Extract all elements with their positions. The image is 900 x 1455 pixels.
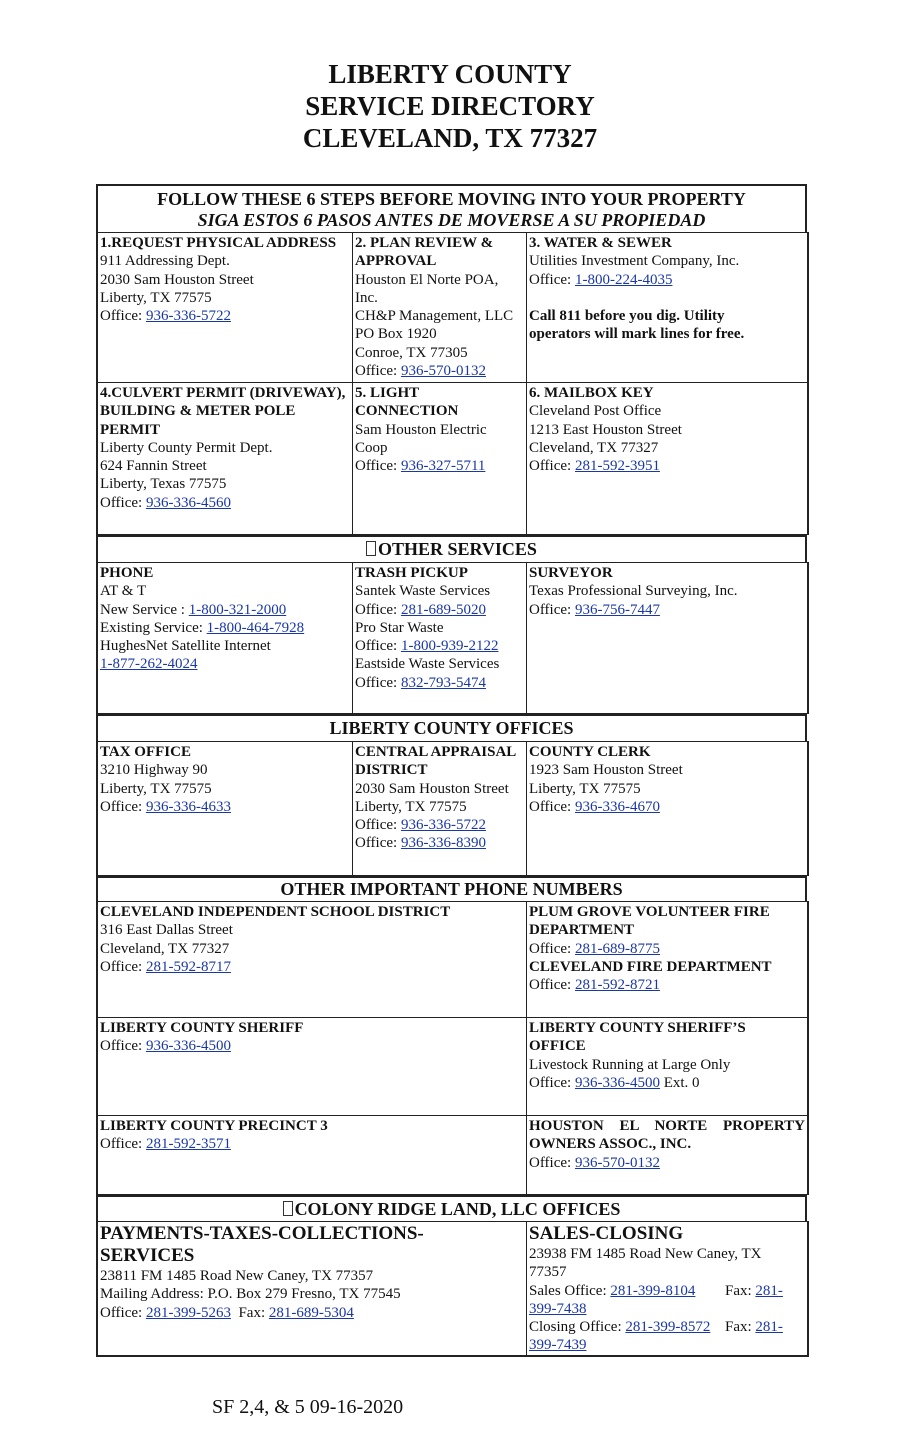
precinct-heading: LIBERTY COUNTY PRECINCT 3 (100, 1118, 328, 1134)
clerk-line: 1923 Sam Houston Street (529, 762, 683, 779)
phone-link[interactable]: 281-592-3571 (145, 1136, 231, 1153)
office-label: Office: (529, 601, 575, 618)
closing-office (529, 1318, 805, 1336)
office-label: Office: (100, 958, 146, 975)
trash-line: Santek Waste Services (355, 583, 491, 600)
office-label: Office: (100, 798, 146, 815)
office-label: Office: (529, 1154, 575, 1171)
other-services-header (96, 535, 807, 562)
sheriff-office (100, 1037, 524, 1055)
new-service-label: New Service : (100, 601, 189, 618)
payments-line: Mailing Address: P.O. Box 279 Fresno, TX 77545 (100, 1286, 401, 1303)
office-label: Office: (529, 271, 575, 288)
phone-link[interactable]: 936-336-4560 (145, 494, 231, 511)
hoa-office (529, 1154, 805, 1172)
appraisal-heading: CENTRAL APPRAISAL (355, 744, 517, 760)
step-5-cell (352, 382, 527, 535)
step-2-line: Houston El Norte POA, (355, 271, 499, 288)
phone-link[interactable]: 936-336-4633 (145, 798, 231, 815)
phone-link[interactable]: 281-689-8775 (574, 940, 660, 957)
fire-office (529, 940, 805, 958)
phone-link[interactable]: 936-756-7447 (574, 601, 660, 618)
surveyor-cell (526, 562, 809, 714)
county-clerk-cell (526, 741, 809, 876)
phone-link[interactable]: 281-592-3951 (574, 458, 660, 475)
phone-line: HughesNet Satellite Internet (100, 638, 271, 655)
tax-heading: TAX OFFICE (100, 744, 191, 760)
title-line-1: LIBERTY COUNTY (328, 59, 572, 89)
phone-link[interactable]: 936-336-4670 (574, 798, 660, 815)
fire-heading: PLUM GROVE VOLUNTEER FIRE (529, 904, 770, 920)
sales-office-label: Sales Office: (529, 1282, 611, 1299)
phone-link[interactable]: 936-570-0132 (400, 363, 486, 380)
step-2-line: Conroe, TX 77305 (355, 344, 468, 361)
phone-link[interactable]: 281-399-5263 (145, 1304, 231, 1321)
payments-office (100, 1304, 524, 1322)
step-2-heading: APPROVAL (355, 253, 437, 270)
step-2-line: PO Box 1920 (355, 326, 437, 343)
step-3-heading: 3. WATER & SEWER (529, 235, 672, 251)
clerk-heading: COUNTY CLERK (529, 744, 651, 760)
fire-heading: DEPARTMENT (529, 922, 635, 939)
surveyor-line: Texas Professional Surveying, Inc. (529, 583, 738, 600)
fire-office (529, 976, 805, 994)
step-2-office (355, 362, 524, 380)
office-label: Office: (355, 817, 401, 834)
hoa-cell (526, 1115, 809, 1195)
closing-office-label: Closing Office: (529, 1319, 626, 1336)
clerk-office (529, 798, 805, 816)
phone-link[interactable]: 832-793-5474 (400, 674, 486, 691)
step-2-line: CH&P Management, LLC (355, 308, 514, 325)
step-1-heading: 1.REQUEST PHYSICAL ADDRESS (100, 235, 337, 251)
step-6-cell (526, 382, 809, 535)
office-label: Office: (355, 458, 401, 475)
office-label: Office: (529, 458, 575, 475)
precinct-office (100, 1135, 524, 1153)
payments-heading: PAYMENTS-TAXES-COLLECTIONS- (100, 1223, 424, 1244)
trash-line: Eastside Waste Services (355, 656, 500, 673)
title-line-3: CLEVELAND, TX 77327 (302, 123, 598, 153)
office-label: Office: (100, 1038, 146, 1055)
footer-revision: SF 2,4, & 5 09-16-2020 (212, 1396, 404, 1418)
sheriff-office-office (529, 1074, 805, 1092)
office-label: Office: (100, 494, 146, 511)
step-6-line: Cleveland, TX 77327 (529, 439, 659, 456)
step-5-heading: 5. LIGHT (355, 385, 420, 401)
tax-line: Liberty, TX 77575 (100, 780, 212, 797)
trash-office (355, 637, 524, 655)
office-label: Office: (529, 940, 575, 957)
step-4-heading: BUILDING & METER POLE (100, 403, 296, 420)
tax-office-cell (96, 741, 353, 876)
phone-link[interactable]: 936-336-4500 (145, 1038, 231, 1055)
existing-service-label: Existing Service: (100, 619, 207, 636)
appraisal-office (355, 834, 524, 852)
county-offices-header (96, 714, 807, 741)
colony-header (96, 1195, 807, 1221)
step-1-office (100, 307, 350, 325)
cisd-office (100, 958, 524, 976)
missing-glyph-icon (283, 1201, 293, 1216)
county-offices-title: LIBERTY COUNTY OFFICES (329, 718, 574, 738)
trash-cell (352, 562, 527, 714)
phone-link[interactable]: 936-327-5711 (400, 458, 486, 475)
step-1-line: Liberty, TX 77575 (100, 289, 212, 306)
steps-header (96, 184, 807, 232)
cisd-heading: CLEVELAND INDEPENDENT SCHOOL DISTRICT (100, 904, 451, 920)
office-label: Office: (529, 977, 575, 994)
phone-link[interactable]: 281-399-8104 (610, 1282, 696, 1299)
important-title: OTHER IMPORTANT PHONE NUMBERS (280, 879, 623, 899)
payments-cell (96, 1221, 527, 1357)
step-4-heading: 4.CULVERT PERMIT (DRIVEWAY), (100, 385, 346, 401)
existing-service-line (100, 619, 350, 637)
fire-cell (526, 901, 809, 1018)
tax-office (100, 798, 350, 816)
fax-link[interactable]: 281- (755, 1282, 783, 1299)
phone-line: AT & T (100, 583, 147, 600)
office-label: Office: (100, 1136, 146, 1153)
fax-link[interactable]: 399-7438 (529, 1300, 587, 1317)
step-4-office (100, 494, 350, 512)
step-1-line: 2030 Sam Houston Street (100, 271, 254, 288)
tax-line: 3210 Highway 90 (100, 762, 208, 779)
title-line-2: SERVICE DIRECTORY (305, 91, 595, 121)
fax-link[interactable]: 281- (755, 1319, 783, 1336)
phone-heading: PHONE (100, 565, 154, 581)
hoa-heading: HOUSTON EL NORTE PROPERTY (529, 1118, 805, 1134)
step-6-heading: 6. MAILBOX KEY (529, 385, 654, 401)
step-2-cell (352, 232, 527, 383)
phone-link[interactable]: 936-336-5722 (400, 817, 486, 834)
sheriff-cell (96, 1017, 527, 1116)
cisd-line: 316 East Dallas Street (100, 922, 233, 939)
office-label: Office: (529, 1074, 575, 1091)
sheriff-office-heading: LIBERTY COUNTY SHERIFF’S (529, 1020, 746, 1036)
office-label: Office: (100, 308, 146, 325)
extension-text: Ext. 0 (659, 1074, 700, 1091)
sales-line: 77357 (529, 1264, 567, 1281)
office-label: Office: (355, 638, 401, 655)
step-5-office (355, 457, 524, 475)
sheriff-office-cell (526, 1017, 809, 1116)
sheriff-office-heading: OFFICE (529, 1038, 586, 1055)
important-header (96, 876, 807, 901)
step-2-line: Inc. (355, 289, 378, 306)
fax-label: Fax: (725, 1282, 756, 1299)
phone-link[interactable]: 1-800-321-2000 (188, 601, 287, 618)
office-label: Office: (355, 601, 401, 618)
directory-table (96, 184, 809, 1357)
step-4-line: Liberty, Texas 77575 (100, 476, 227, 493)
phone-link[interactable]: 936-336-8390 (400, 835, 486, 852)
fax-link[interactable]: 399-7439 (529, 1337, 587, 1354)
trash-line: Pro Star Waste (355, 619, 444, 636)
precinct-cell (96, 1115, 527, 1195)
phone-link[interactable]: 1-877-262-4024 (100, 656, 198, 673)
steps-title-es: SIGA ESTOS 6 PASOS ANTES DE MOVERSE A SU PROPIEDAD (197, 210, 706, 230)
colony-title: COLONY RIDGE LAND, LLC OFFICES (294, 1199, 621, 1219)
sheriff-office-line: Livestock Running at Large Only (529, 1056, 731, 1073)
other-services-title: OTHER SERVICES (378, 539, 537, 559)
step-3-office (529, 271, 805, 289)
appraisal-line: 2030 Sam Houston Street (355, 780, 509, 797)
step-3-line: Utilities Investment Company, Inc. (529, 253, 740, 270)
phone-cell (96, 562, 353, 714)
phone-link[interactable]: 281-592-8721 (574, 977, 660, 994)
office-label: Office: (100, 1304, 146, 1321)
step-4-cell (96, 382, 353, 535)
clerk-line: Liberty, TX 77575 (529, 780, 641, 797)
step-5-line: Sam Houston Electric (355, 421, 487, 438)
page-title (0, 58, 900, 154)
step-4-line: 624 Fannin Street (100, 458, 207, 475)
office-label: Office: (355, 835, 401, 852)
phone-link[interactable]: 936-336-5722 (145, 308, 231, 325)
step-4-line: Liberty County Permit Dept. (100, 439, 273, 456)
step-4-heading: PERMIT (100, 421, 160, 438)
step-1-line: 911 Addressing Dept. (100, 253, 230, 270)
trash-heading: TRASH PICKUP (355, 565, 468, 581)
sales-line: 23938 FM 1485 Road New Caney, TX (529, 1246, 762, 1262)
office-label: Office: (355, 363, 401, 380)
step-5-heading: CONNECTION (355, 403, 459, 420)
sheriff-heading: LIBERTY COUNTY SHERIFF (100, 1020, 304, 1036)
appraisal-line: Liberty, TX 77575 (355, 798, 467, 815)
phone-link[interactable]: 1-800-939-2122 (400, 638, 499, 655)
appraisal-heading: DISTRICT (355, 762, 428, 779)
payments-heading: SERVICES (100, 1245, 195, 1266)
phone-link[interactable]: 936-336-4500 (574, 1074, 660, 1091)
step-6-office (529, 457, 805, 475)
phone-link[interactable]: 281-399-8572 (625, 1319, 711, 1336)
step-3-note: operators will mark lines for free. (529, 326, 745, 343)
trash-office (355, 674, 524, 692)
fax-link[interactable]: 281-689-5304 (268, 1304, 354, 1321)
new-service-line (100, 601, 350, 619)
payments-line: 23811 FM 1485 Road New Caney, TX 77357 (100, 1268, 374, 1284)
cisd-cell (96, 901, 527, 1018)
steps-title-en: FOLLOW THESE 6 STEPS BEFORE MOVING INTO YOUR PROPERTY (157, 189, 746, 209)
phone-link[interactable]: 936-570-0132 (574, 1154, 660, 1171)
office-label: Office: (355, 674, 401, 691)
step-2-heading: 2. PLAN REVIEW & (355, 235, 494, 251)
phone-link[interactable]: 1-800-224-4035 (574, 271, 673, 288)
surveyor-office (529, 601, 805, 619)
fax-label: Fax: (230, 1304, 269, 1321)
phone-link[interactable]: 1-800-464-7928 (206, 619, 305, 636)
appraisal-office (355, 816, 524, 834)
sales-office (529, 1282, 805, 1300)
sales-cell (526, 1221, 809, 1357)
appraisal-cell (352, 741, 527, 876)
step-6-line: Cleveland Post Office (529, 403, 662, 420)
step-3-note: Call 811 before you dig. Utility (529, 307, 725, 324)
step-6-line: 1213 East Houston Street (529, 421, 682, 438)
fax-label: Fax: (725, 1319, 756, 1336)
phone-link[interactable]: 281-689-5020 (400, 601, 486, 618)
step-1-cell (96, 232, 353, 383)
step-5-line: Coop (355, 439, 388, 456)
phone-link[interactable]: 281-592-8717 (145, 958, 231, 975)
surveyor-heading: SURVEYOR (529, 565, 613, 581)
fire-heading: CLEVELAND FIRE DEPARTMENT (529, 958, 772, 975)
sales-heading: SALES-CLOSING (529, 1223, 684, 1244)
cisd-line: Cleveland, TX 77327 (100, 940, 230, 957)
hoa-heading: OWNERS ASSOC., INC. (529, 1136, 692, 1153)
missing-glyph-icon (366, 541, 376, 556)
step-3-cell (526, 232, 809, 383)
trash-office (355, 601, 524, 619)
office-label: Office: (529, 798, 575, 815)
